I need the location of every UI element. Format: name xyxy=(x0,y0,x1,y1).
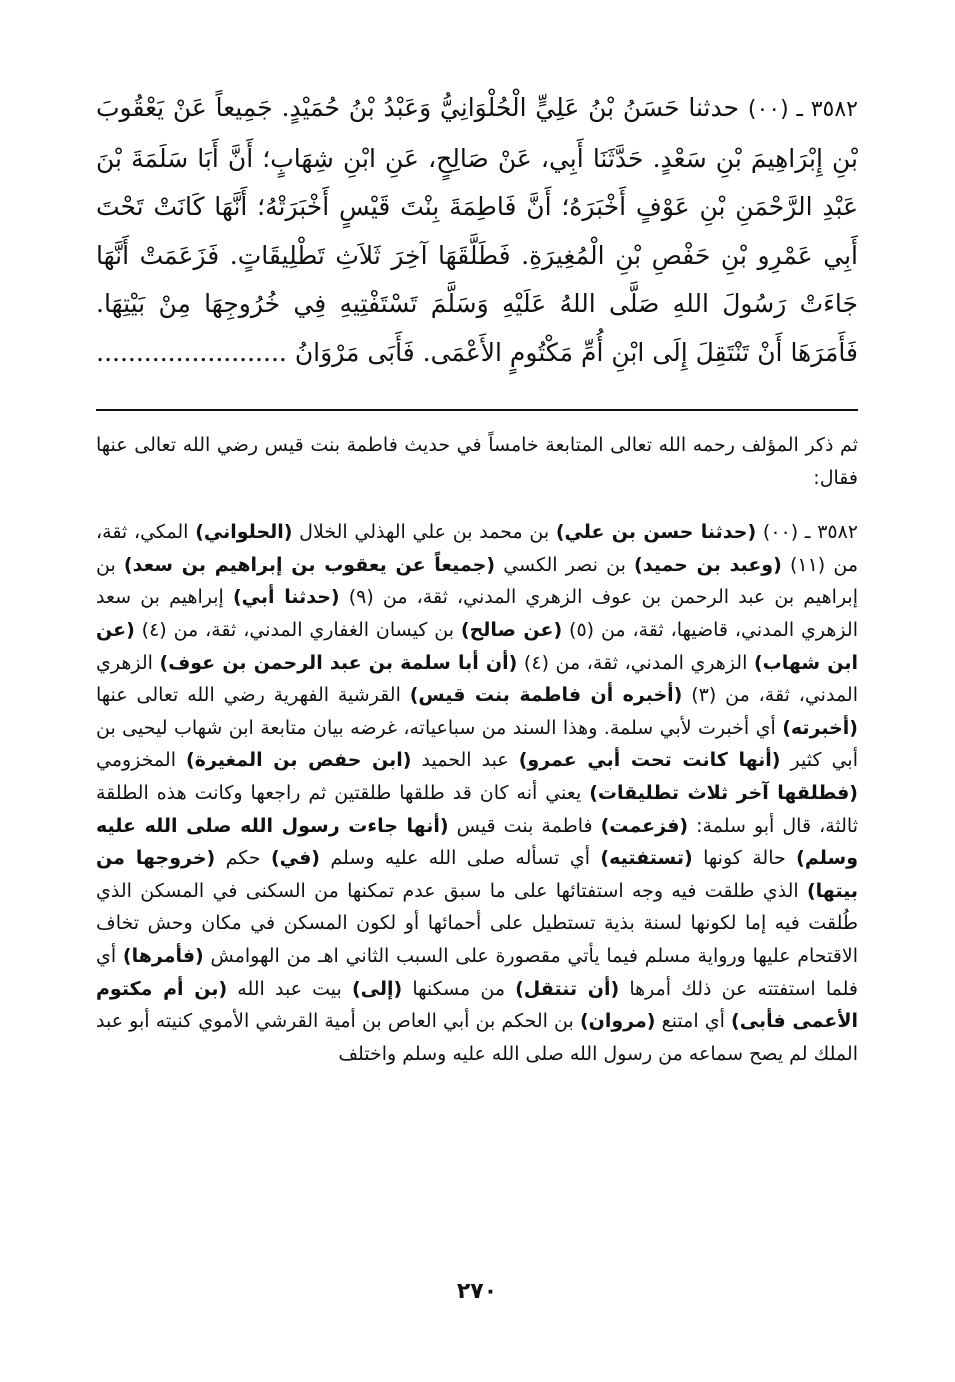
commentary-text: أي تسأله صلى الله عليه وسلم xyxy=(319,847,601,870)
hadith-quote: (حدثنا حسن بن علي) xyxy=(555,521,757,544)
commentary-intro: ثم ذكر المؤلف رحمه الله تعالى المتابعة خامساً في حديث فاطمة بنت قيس رضي الله تعالى عنها فقال: xyxy=(96,434,858,489)
hadith-number: ٣٥٨٢ ـ (٠٠) xyxy=(747,97,858,122)
hadith-body: حدثنا حَسَنُ بْنُ عَلِيٍّ الْحُلْوَانِيُّ وَعَبْدُ بْنُ حُمَيْدٍ. جَمِيعاً عَنْ يَعْقُوبَ بْنِ إِبْرَاهِيمَ بْنِ سَعْدٍ. حَدَّثَنَا أَبِي، عَنْ صَالِحٍ، عَنِ ابْنِ شِهَابٍ؛ أَنَّ أَبَا سَلَمَةَ بْنَ عَبْدِ الرَّحْمَنِ بْنِ عَوْفٍ أَخْبَرَهُ؛ أَنَّ فَاطِمَةَ بِنْتَ قَيْسٍ أَخْبَرَتْهُ؛ أَنَّهَا كَانَتْ تَحْتَ أَبِي عَمْرِو بْنِ حَفْصِ بْنِ الْمُغِيرَةِ. فَطَلَّقَهَا آخِرَ ثَلاَثِ تَطْلِيقَاتٍ. فَزَعَمَتْ أَنَّهَا جَاءَتْ رَسُولَ اللهِ صَلَّى اللهُ عَلَيْهِ وَسَلَّمَ تَسْتَفْتِيهِ فِي خُرُوجِهَا مِنْ بَيْتِهَا. فَأَمَرَهَا أَنْ تَنْتَقِلَ إِلَى ابْنِ أُمِّ مَكْتُومٍ الأَعْمَى. فَأَبَى مَرْوَانُ xyxy=(96,93,858,367)
commentary-text: إبراهيم بن سعد الزهري المدني، قاضيها، ثقة، من (٥) xyxy=(96,586,858,641)
commentary-text: الذي طلقت فيه وجه استفتائها على ما سبق عدم تمكنها من السكنى في المسكن الذي طُلقت فيه إما لكونها لسنة بذية تستطيل على أحمائها أو لكون المسكن في مكان وحش تخاف الاقتحام عليها ورواية مسلم فيما يأتي مقصورة على السبب الثاني اهـ من الهوامش xyxy=(96,879,858,967)
book-page xyxy=(96,84,858,1324)
hadith-quote: (عن صالح) xyxy=(460,618,563,641)
commentary-text: بن محمد بن علي الهذلي الخلال xyxy=(292,521,556,544)
hadith-quote: (بن أم مكتوم الأعمى فأبى) xyxy=(96,977,858,1033)
commentary-body xyxy=(96,516,858,1070)
commentary xyxy=(96,429,858,1070)
commentary-text: أي امتنع xyxy=(655,1010,732,1033)
commentary-text: بن كيسان الغفاري المدني، ثقة، من (٤) xyxy=(134,618,461,641)
hadith-quote: (فطلقها آخر ثلاث تطليقات) xyxy=(589,781,858,804)
hadith-quote: (أن تنتقل) xyxy=(515,977,620,1000)
hadith-quote: (مروان) xyxy=(579,1010,656,1033)
commentary-text: بن إبراهيم بن عبد الرحمن بن عوف الزهري المدني، ثقة، من (٩) xyxy=(96,553,859,609)
commentary-text: ٣٥٨٢ ـ (٠٠) xyxy=(756,521,859,544)
hadith-quote: (أنها كانت تحت أبي عمرو) xyxy=(518,749,781,772)
hadith-quote: (أخبره أن فاطمة بنت قيس) xyxy=(409,684,683,707)
commentary-text: الزهري المدني، ثقة، من (٤) xyxy=(517,651,754,674)
hadith-quote: (أنها جاءت رسول الله صلى الله عليه وسلم) xyxy=(96,814,859,870)
commentary-text: الزهري المدني، ثقة، من (٣) xyxy=(96,651,858,707)
commentary-text: من مسكنها xyxy=(402,977,516,1000)
hadith-quote: (تستفتيه) xyxy=(600,847,693,870)
commentary-text: بن نصر الكسي xyxy=(495,553,635,576)
hadith-quote: (وعبد بن حميد) xyxy=(634,553,782,576)
hadith-quote: (عن ابن شهاب) xyxy=(96,618,859,674)
hadith-quote: (جميعاً عن يعقوب بن إبراهيم بن سعد) xyxy=(123,553,496,576)
hadith-quote: (الحلواني) xyxy=(195,521,293,544)
hadith-quote: (أن أبا سلمة بن عبد الرحمن بن عوف) xyxy=(159,651,518,674)
hadith-quote: (حدثنا أبي) xyxy=(232,586,340,609)
hadith-quote: (فأمرها) xyxy=(122,944,204,967)
commentary-text: فاطمة بنت قيس xyxy=(448,814,601,837)
commentary-text: حكم xyxy=(215,847,271,870)
commentary-text: يعني أنه كان قد طلقها طلقتين ثم راجعها وكانت هذه الطلقة ثالثة، قال أبو سلمة: xyxy=(96,781,858,837)
hadith-quote: (إلى) xyxy=(351,977,403,1000)
hadith-quote: (في) xyxy=(270,847,320,870)
commentary-text: المخزومي xyxy=(96,749,187,772)
hadith-quote: (فزعمت) xyxy=(600,814,689,837)
commentary-text: بيت عبد الله xyxy=(227,977,352,1000)
commentary-text: حالة كونها xyxy=(692,847,797,870)
commentary-text: القرشية الفهرية رضي الله تعالى عنها xyxy=(96,684,410,707)
commentary-text: أي فلما استفتته عن ذلك أمرها xyxy=(96,944,858,1000)
hadith-quote: (خروجها من بيتها) xyxy=(96,847,858,902)
hadith-quote: (أخبرته) xyxy=(782,716,858,739)
commentary-text: المكي، ثقة، من (١١) xyxy=(96,521,859,576)
hadith-ellipsis: ........................ xyxy=(96,337,287,367)
footnote-divider xyxy=(96,409,858,411)
commentary-text: أي أخبرت لأبي سلمة. وهذا السند من سباعياته، غرضه بيان متابعة ابن شهاب ليحيى بن أبي كثير xyxy=(96,716,859,772)
hadith-text xyxy=(96,84,858,377)
commentary-text: بن الحكم بن أبي العاص بن أمية القرشي الأموي كنيته أبو عبد الملك لم يصح سماعه من رسول الله صلى الله عليه وسلم واختلف xyxy=(96,1010,858,1065)
hadith-quote: (ابن حفص بن المغيرة) xyxy=(186,749,412,772)
commentary-text: عبد الحميد xyxy=(411,749,519,772)
page-number: ٢٧٠ xyxy=(456,1279,498,1304)
